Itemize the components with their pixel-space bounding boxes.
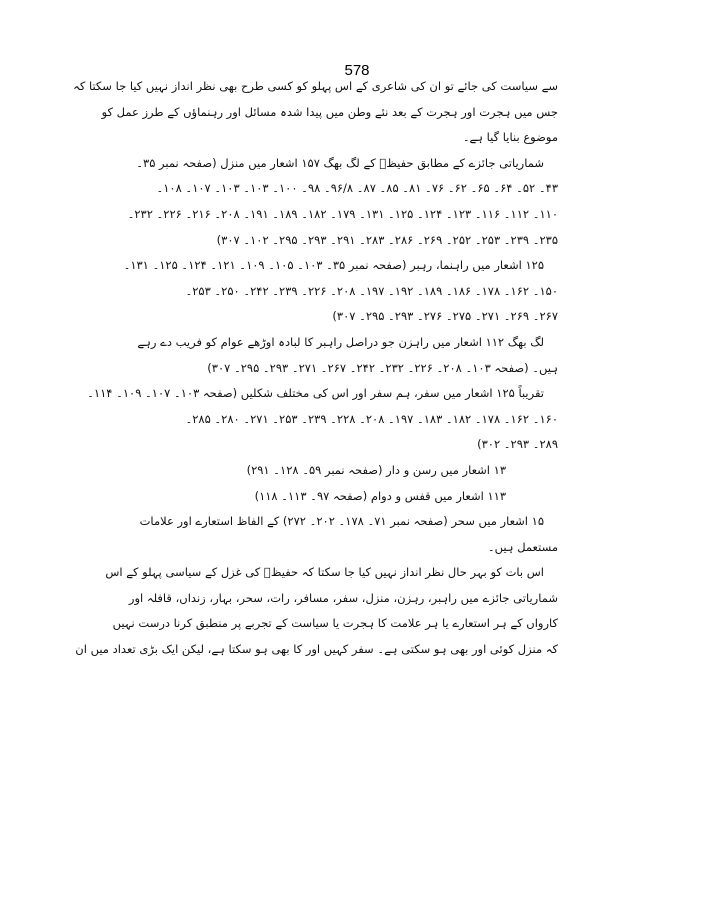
text-line: سے سیاست کی جائے تو ان کی شاعری کے اس پہلو کو کسی طرح بھی نظر انداز نہیں کیا جا سکتا کہ [73,79,558,93]
text-line: ہیں۔ (صفحہ ۱۰۳۔ ۲۰۸۔ ۲۲۶۔ ۲۳۲۔ ۲۴۲۔ ۲۶۷۔ ۲۷۱۔ ۲۹۳۔ ۲۹۵۔ ۳۰۷) [207,360,558,375]
text-line: ۱۵۰۔ ۱۶۲۔ ۱۷۸۔ ۱۸۶۔ ۱۸۹۔ ۱۹۲۔ ۱۹۷۔ ۲۰۸۔ ۲۲۶۔ ۲۳۹۔ ۲۴۲۔ ۲۵۰۔ ۲۵۳۔ [185,283,558,298]
text-line: ۱۲۵ اشعار میں راہنما، رہبر (صفحہ نمبر ۳۵۔ ۱۰۳۔ ۱۰۵۔ ۱۰۹۔ ۱۲۱۔ ۱۲۴۔ ۱۲۵۔ ۱۳۱۔ [123,258,544,273]
text-line: شماریاتی جائزے میں راہبر، رہزن، منزل، سفر، مسافر، رات، سحر، بہار، زنداں، قافلہ اور [128,590,558,605]
text-line: ۲۶۷۔ ۲۶۹۔ ۲۷۱۔ ۲۷۵۔ ۲۷۶۔ ۲۹۳۔ ۲۹۵۔ ۳۰۷) [332,309,558,324]
text-line: ۲۸۹۔ ۲۹۳۔ ۳۰۲) [477,437,558,452]
page-number: 578 [344,62,370,79]
text-line: ۱۵ اشعار میں سحر (صفحہ نمبر ۷۱۔ ۱۷۸۔ ۲۰۲۔ ۲۷۲) کے الفاظ استعارے اور علامات [139,514,544,529]
text-line: تقریباً ۱۲۵ اشعار میں سفر، ہم سفر اور اس کی مختلف شکلیں (صفحہ ۱۰۳۔ ۱۰۷۔ ۱۰۹۔ ۱۱۴۔ [87,386,544,401]
text-line: شماریاتی جائزے کے مطابق حفیظؔ کے لگ بھگ ۱۵۷ اشعار میں منزل (صفحہ نمبر ۳۵۔ [136,155,544,170]
text-line: ۴۳۔ ۵۲۔ ۶۴۔ ۶۵۔ ۶۲۔ ۷۶۔ ۸۱۔ ۸۵۔ ۸۷۔ ۹۶/۸۔ ۹۸۔ ۱۰۰۔ ۱۰۳۔ ۱۰۳۔ ۱۰۷۔ ۱۰۸۔ [156,181,558,196]
text-line: مستعمل ہیں۔ [487,539,558,554]
text-line: ۱۶۰۔ ۱۶۲۔ ۱۷۸۔ ۱۸۲۔ ۱۸۳۔ ۱۹۷۔ ۲۰۸۔ ۲۲۸۔ ۲۳۹۔ ۲۵۳۔ ۲۷۱۔ ۲۸۰۔ ۲۸۵۔ [185,411,558,426]
text-line: لگ بھگ ۱۱۲ اشعار میں راہزن جو دراصل راہبر کا لبادہ اوڑھے عوام کو فریب دے رہے [137,334,544,349]
text-line: ۱۱۰۔ ۱۱۲۔ ۱۱۶۔ ۱۲۳۔ ۱۲۴۔ ۱۲۵۔ ۱۳۱۔ ۱۷۹۔ ۱۸۲۔ ۱۸۹۔ ۱۹۱۔ ۲۰۸۔ ۲۱۶۔ ۲۲۶۔ ۲۳۲۔ [127,206,558,221]
text-line: ۲۳۵۔ ۲۳۹۔ ۲۵۳۔ ۲۵۲۔ ۲۶۹۔ ۲۸۶۔ ۲۸۳۔ ۲۹۱۔ ۲۹۳۔ ۲۹۵۔ ۱۰۲۔ ۳۰۷) [216,232,558,247]
text-line: کارواں کے ہر استعارے یا ہر علامت کا ہجرت یا سیاست کے تجربے پر منطبق کرنا درست نہیں [112,616,558,631]
text-line: کہ منزل کوئی اور بھی ہو سکتی ہے۔ سفر کہیں اور کا بھی ہو سکتا ہے، لیکن ایک بڑی تعداد میں ان [75,642,558,657]
text-line: ۱۱۳ اشعار میں قفس و دوام (صفحہ ۹۷۔ ۱۱۳۔ ۱۱۸) [254,488,506,503]
text-line: موضوع بنایا گیا ہے۔ [462,130,558,145]
text-line: جس میں ہجرت اور ہجرت کے بعد نئے وطن میں پیدا شدہ مسائل اور رہنماؤں کے طرز عمل کو [101,104,558,119]
text-line: اس بات کو بہر حال نظر انداز نہیں کیا جا سکتا کہ حفیظؔ کی غزل کے سیاسی پہلو کے اس [105,565,544,580]
urdu-text-block [73,74,558,663]
text-line: ۱۳ اشعار میں رسن و دار (صفحہ نمبر ۵۹۔ ۱۲۸۔ ۲۹۱) [246,462,506,477]
